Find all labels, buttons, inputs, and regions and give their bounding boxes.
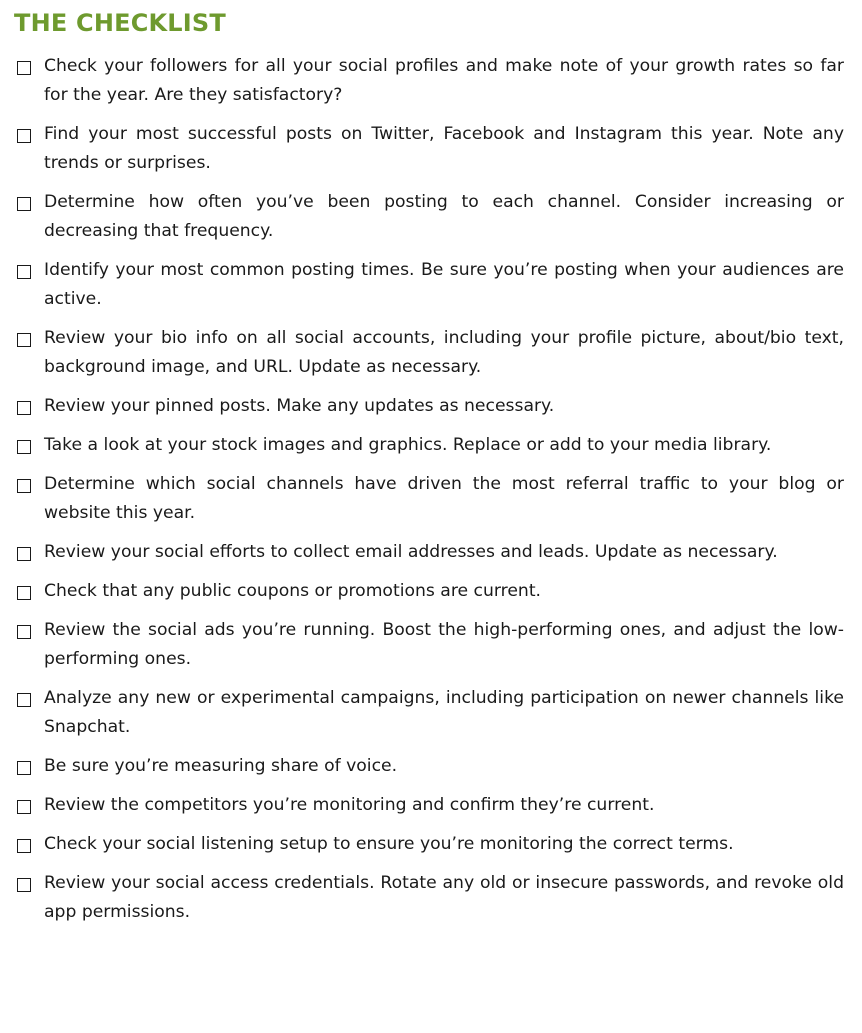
checkbox[interactable] bbox=[17, 625, 31, 639]
checkbox[interactable] bbox=[17, 800, 31, 814]
checkbox[interactable] bbox=[17, 61, 31, 75]
checkbox[interactable] bbox=[17, 265, 31, 279]
checklist-item bbox=[14, 543, 844, 567]
checkbox[interactable] bbox=[17, 479, 31, 493]
checkbox[interactable] bbox=[17, 401, 31, 415]
checklist-item-text: Check your followers for all your social profiles and make note of your growth rates so far for the year. Are they satisfactory? bbox=[44, 56, 844, 105]
checklist-item bbox=[14, 796, 844, 820]
checklist-item-text: Identify your most common posting times. Be sure you’re posting when your audiences are active. bbox=[44, 260, 844, 309]
checklist bbox=[14, 57, 844, 927]
checklist-item bbox=[14, 621, 844, 674]
checklist-item-text: Determine which social channels have driven the most referral traffic to your blog or website this year. bbox=[44, 474, 844, 523]
checkbox[interactable] bbox=[17, 761, 31, 775]
page-title: THE CHECKLIST bbox=[14, 9, 226, 37]
checklist-item-text: Find your most successful posts on Twitter, Facebook and Instagram this year. Note any trends or surprises. bbox=[44, 124, 844, 173]
checklist-item-text: Review your bio info on all social accounts, including your profile picture, about/bio text, background image, and URL. Update as necessary. bbox=[44, 328, 844, 377]
checkbox[interactable] bbox=[17, 197, 31, 211]
checklist-item bbox=[14, 436, 844, 460]
checklist-item-text: Analyze any new or experimental campaigns, including participation on newer channels like Snapchat. bbox=[44, 688, 844, 737]
checkbox[interactable] bbox=[17, 440, 31, 454]
checklist-item-text: Review your social efforts to collect email addresses and leads. Update as necessary. bbox=[44, 542, 778, 562]
checklist-item-text: Check that any public coupons or promotions are current. bbox=[44, 581, 542, 601]
checkbox[interactable] bbox=[17, 586, 31, 600]
checkbox[interactable] bbox=[17, 878, 31, 892]
checklist-item bbox=[14, 329, 844, 382]
checklist-item-text: Check your social listening setup to ensure you’re monitoring the correct terms. bbox=[44, 834, 734, 854]
checklist-item bbox=[14, 193, 844, 246]
checklist-item bbox=[14, 757, 844, 781]
checkbox[interactable] bbox=[17, 547, 31, 561]
checklist-item bbox=[14, 397, 844, 421]
checklist-item bbox=[14, 835, 844, 859]
checkbox[interactable] bbox=[17, 333, 31, 347]
checklist-item-text: Determine how often you’ve been posting to each channel. Consider increasing or decreasing that frequency. bbox=[44, 192, 844, 241]
checklist-item-text: Take a look at your stock images and graphics. Replace or add to your media library. bbox=[44, 435, 772, 455]
checklist-item bbox=[14, 261, 844, 314]
checklist-item-text: Review the competitors you’re monitoring and confirm they’re current. bbox=[44, 795, 655, 815]
checklist-item-text: Review your pinned posts. Make any updates as necessary. bbox=[44, 396, 555, 416]
checkbox[interactable] bbox=[17, 839, 31, 853]
checklist-item-text: Review your social access credentials. Rotate any old or insecure passwords, and revoke old app permissions. bbox=[44, 873, 844, 922]
checkbox[interactable] bbox=[17, 129, 31, 143]
checklist-item-text: Be sure you’re measuring share of voice. bbox=[44, 756, 398, 776]
checklist-item bbox=[14, 57, 844, 110]
checklist-item bbox=[14, 582, 844, 606]
checklist-item-text: Review the social ads you’re running. Boost the high-performing ones, and adjust the low-performing ones. bbox=[44, 620, 844, 669]
checklist-item bbox=[14, 475, 844, 528]
checklist-item bbox=[14, 125, 844, 178]
checkbox[interactable] bbox=[17, 693, 31, 707]
checklist-item bbox=[14, 874, 844, 927]
checklist-item bbox=[14, 689, 844, 742]
